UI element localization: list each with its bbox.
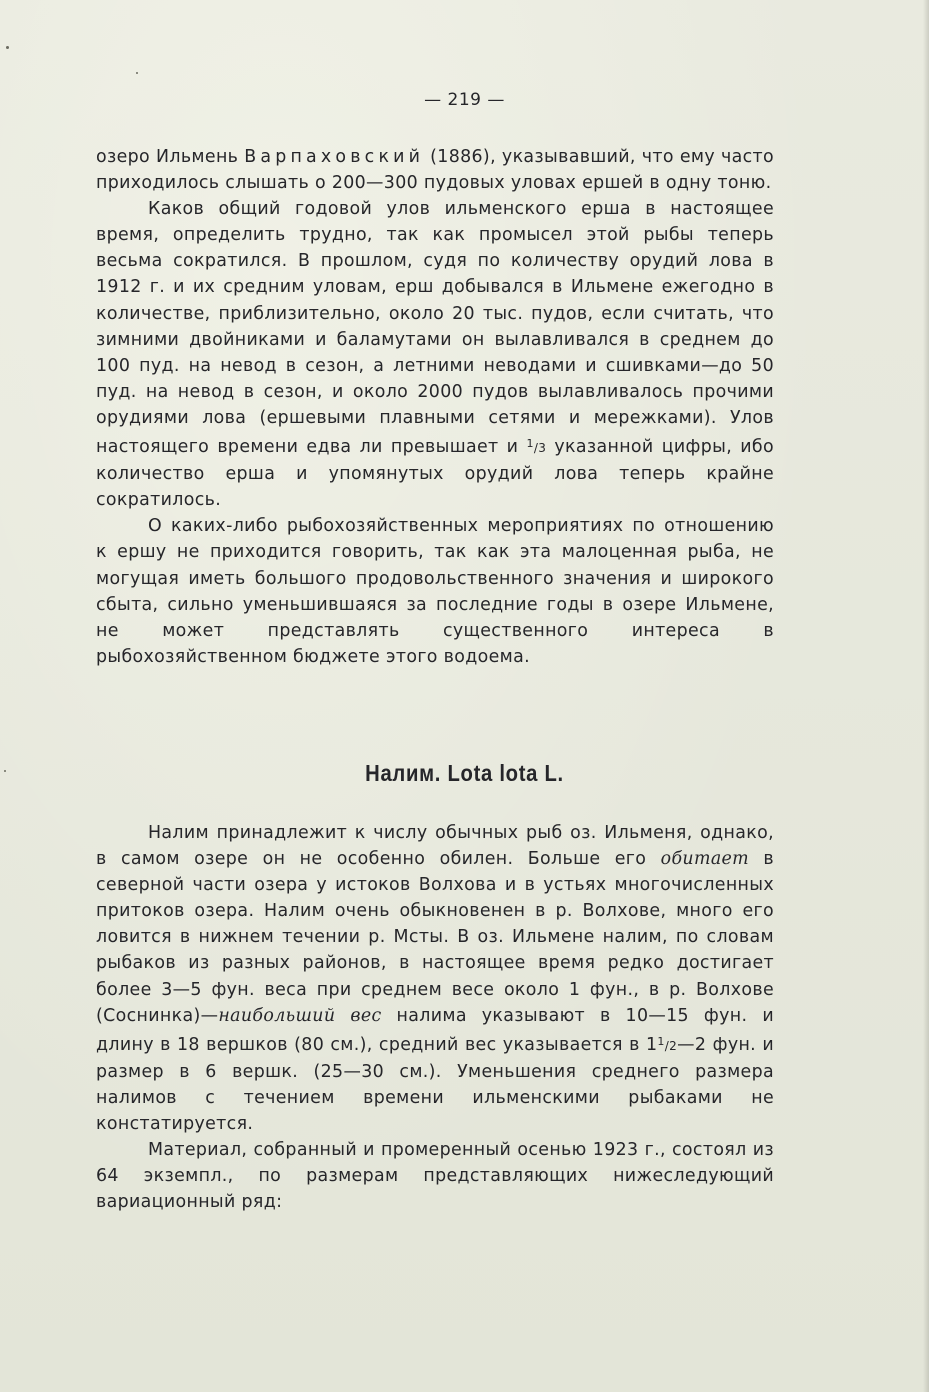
paragraph-text: указанной цифры, ибо количество ерша и упомянутых орудий лова теперь крайне сократилось. — [96, 437, 774, 511]
paragraph: Материал, собранный и промеренный осенью 1923 г., состоял из 64 экземпл., по размерам представляющих нижеследующий вариационный ряд: — [96, 1140, 774, 1213]
paragraph-text: озеро Ильмень — [96, 147, 245, 167]
paragraph-text: налима указывают в 10—15 фун. и длину в 18 вершков (80 см.), средний вес указывается в 1 — [96, 1005, 774, 1055]
page-number: — 219 — — [424, 90, 505, 110]
fraction-numerator: 1 — [657, 1034, 665, 1048]
text-block-burbot — [96, 820, 774, 1215]
scan-speck — [6, 46, 9, 49]
paragraph-text: —2 фун. и размер в 6 вершк. (25—30 см.). Уменьшения среднего размера налимов с течением времени ильменскими рыбаками не констатируется. — [96, 1034, 774, 1135]
fraction-denominator: /3 — [533, 441, 547, 456]
paragraph-text: Налим принадлежит к числу обычных рыб оз. Ильменя, однако, в самом озере он не особенно обилен. Больше его — [96, 823, 774, 870]
paragraph-text: в северной части озера у истоков Волхова и в устьях многочисленных притоков озера. Налим очень обыкновенен в р. Волхове, много его ловится в нижнем течении р. Мсты. В оз. Ильмене налим, по словам рыбаков из разных районов, в настоящее время редко достигает более 3—5 фун. веса при среднем весе около 1 фун., в р. Волхове (Соснинка)— — [96, 849, 774, 1026]
scan-speck — [4, 770, 6, 772]
italic-term: наибольший вес — [218, 1005, 382, 1026]
paragraph-text: (1886), указывавший, что ему часто приходилось слышать о 200—300 пудовых уловах ершей в одну тоню. — [96, 147, 774, 194]
paragraph — [96, 820, 774, 1137]
fraction-numerator: 1 — [526, 437, 534, 451]
scan-speck — [136, 72, 138, 74]
page-edge-shadow — [923, 0, 929, 1392]
paragraph: О каких-либо рыбохозяйственных мероприятиях по отношению к ершу не приходится говорить, так как эта малоценная рыба, не могущая иметь большого продовольственного значения и широкого сбыта, сильно уменьшившаяся за последние годы в озере Ильмене, не может представлять существенного интереса в рыбохозяйственном бюджете этого водоема. — [96, 516, 774, 667]
paragraph-text: Каков общий годовой улов ильменского ерша в настоящее время, определить трудно, так как промысел этой рыбы теперь весьма сократился. В прошлом, судя по количеству орудий лова в 1912 г. и их средним уловам, ерш добывался в Ильмене ежегодно в количестве, приблизительно, около 20 тыс. пудов, если считать, что зимними двойниками и баламутами он вылавливался в среднем до 100 пуд. на невод в сезон, а летними неводами и сшивками—до 50 пуд. на невод в сезон, и около 2000 пудов вылавливалось прочими орудиями лова (ершевыми плавными сетями и мережками). Улов настоящего времени едва ли превышает и — [96, 199, 774, 458]
paragraph — [96, 144, 774, 196]
author-name: Варпаховский — [244, 147, 425, 167]
text-block-ruff — [96, 144, 774, 670]
section-heading: Налим. Lota lota L. — [365, 760, 564, 786]
fraction-denominator: /2 — [664, 1038, 678, 1053]
italic-term: обитает — [660, 849, 750, 870]
paragraph — [96, 196, 774, 513]
